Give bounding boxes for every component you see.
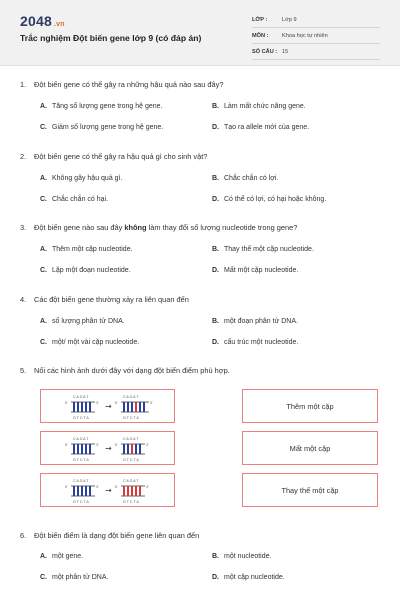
option-text: Giảm số lượng gene trong hệ gene. <box>52 124 164 131</box>
dna-end-label: 5' <box>115 401 118 405</box>
question-stem: Đột biến gene có thể gây ra những hậu quả nào sau đây? <box>34 80 224 89</box>
match-option-2[interactable]: Mất một cặp <box>242 431 378 465</box>
option-letter: B. <box>212 553 219 560</box>
option-d[interactable] <box>212 124 309 131</box>
question-5 <box>20 366 382 376</box>
option-letter: B. <box>212 318 219 325</box>
option-text: Có thể có lợi, có hại hoặc không. <box>224 196 327 203</box>
option-letter: B. <box>212 246 219 253</box>
option-text: Tăng số lượng gene trong hệ gene. <box>52 103 163 110</box>
option-c[interactable] <box>40 267 131 274</box>
option-c[interactable] <box>40 574 108 581</box>
dna-arrow: → <box>105 444 112 453</box>
meta-label: MÔN : <box>252 32 269 39</box>
question-stem: Nối các hình ảnh dưới đây với dạng đột biến điểm phù hợp. <box>34 366 230 375</box>
option-letter: D. <box>212 574 219 581</box>
meta-label: LỚP : <box>252 16 268 23</box>
option-d[interactable] <box>212 574 285 581</box>
question-stem: Các đột biến gene thường xảy ra liên quan đến <box>34 295 189 304</box>
option-text: Lặp một đoạn nucleotide. <box>52 267 131 274</box>
match-option-1[interactable]: Thêm một cặp <box>242 389 378 423</box>
dna-bottom-seq: G T C T A <box>73 500 89 504</box>
option-b[interactable] <box>212 103 306 110</box>
dna-top-seq: C A G A T <box>73 395 89 399</box>
dna-mutation-diagram <box>41 474 174 506</box>
logo-suffix: .vn <box>53 21 65 28</box>
option-d[interactable] <box>212 339 298 346</box>
option-text: Tạo ra allele mới của gene. <box>224 124 310 131</box>
question-1 <box>20 80 382 131</box>
option-letter: D. <box>212 196 219 203</box>
meta-label: SỐ CÂU : <box>252 48 278 55</box>
option-letter: D. <box>212 339 219 346</box>
question-number: 3. <box>20 223 27 232</box>
site-logo[interactable] <box>20 13 65 29</box>
dna-top-seq: C A G A T <box>73 437 89 441</box>
page-header <box>0 0 400 66</box>
dna-top-seq: C A G A T <box>123 437 139 441</box>
question-text <box>20 531 382 541</box>
meta-row-count <box>252 44 380 60</box>
question-number: 2. <box>20 152 27 161</box>
match-image-2[interactable] <box>40 431 175 465</box>
option-d[interactable] <box>212 267 298 274</box>
option-letter: A. <box>40 246 47 253</box>
dna-mutation-diagram <box>41 432 174 464</box>
option-b[interactable] <box>212 553 271 560</box>
question-2 <box>20 152 382 203</box>
option-c[interactable] <box>40 196 108 203</box>
question-text <box>20 80 382 90</box>
question-stem: Đột biến điểm là dạng đột biến gene liên quan đến <box>34 531 200 540</box>
option-b[interactable] <box>212 246 314 253</box>
dna-end-label: 5' <box>115 443 118 447</box>
match-image-1[interactable] <box>40 389 175 423</box>
option-a[interactable] <box>40 103 162 110</box>
option-letter: C. <box>40 267 47 274</box>
dna-bottom-seq: G T C T A <box>73 416 89 420</box>
meta-table <box>252 12 380 60</box>
option-a[interactable] <box>40 175 122 182</box>
question-3 <box>20 223 382 274</box>
option-b[interactable] <box>212 175 278 182</box>
question-number: 5. <box>20 366 27 375</box>
dna-top-seq: C A G A T <box>73 479 89 483</box>
option-text: cấu trúc một nucleotide. <box>224 339 299 346</box>
question-stem-start: Đột biến gene nào sau đây <box>34 223 125 232</box>
dna-top-seq: C A G A T <box>123 395 139 399</box>
logo-text: 2048 <box>20 13 52 29</box>
option-text: một/ một vài cặp nucleotide. <box>52 339 140 346</box>
option-letter: A. <box>40 553 47 560</box>
option-letter: C. <box>40 339 47 346</box>
option-d[interactable] <box>212 196 326 203</box>
meta-value: Lớp 9 <box>282 16 297 23</box>
dna-end-label: 3' <box>96 401 99 405</box>
option-c[interactable] <box>40 339 139 346</box>
option-a[interactable] <box>40 246 133 253</box>
question-text <box>20 295 382 305</box>
dna-end-label: 3' <box>150 401 153 405</box>
option-letter: C. <box>40 574 47 581</box>
option-text: Mất một cặp nucleotide. <box>224 267 299 274</box>
option-text: Thêm một cặp nucleotide. <box>52 246 133 253</box>
dna-bottom-seq: G T C T A <box>123 416 139 420</box>
option-text: Thay thế một cặp nucleotide. <box>224 246 314 253</box>
dna-end-label: 3' <box>96 485 99 489</box>
question-stem-end: làm thay đổi số lượng nucleotide trong gene? <box>146 223 298 232</box>
meta-value: 15 <box>282 48 289 55</box>
question-stem-emphasis: không <box>124 223 147 232</box>
dna-bottom-seq: G T C T A <box>123 458 139 462</box>
question-text <box>20 366 382 376</box>
dna-bottom-seq: G T C T A <box>123 500 139 504</box>
option-text: Chắc chắn có hại. <box>52 196 109 203</box>
dna-end-label: 3' <box>96 443 99 447</box>
question-number: 4. <box>20 295 27 304</box>
option-text: Làm mất chức năng gene. <box>224 103 306 110</box>
dna-end-label: 5' <box>65 485 68 489</box>
option-letter: C. <box>40 124 47 131</box>
option-letter: A. <box>40 318 47 325</box>
question-6 <box>20 531 382 581</box>
option-b[interactable] <box>212 318 298 325</box>
option-letter: A. <box>40 103 47 110</box>
option-text: một cặp nucleotide. <box>224 574 285 581</box>
dna-bottom-seq: G T C T A <box>73 458 89 462</box>
option-letter: A. <box>40 175 47 182</box>
dna-end-label: 3' <box>146 443 149 447</box>
option-letter: C. <box>40 196 47 203</box>
dna-end-label: 5' <box>115 485 118 489</box>
dna-end-label: 3' <box>146 485 149 489</box>
option-text: số lượng phân tử DNA. <box>52 318 125 325</box>
question-text <box>20 223 382 233</box>
meta-row-class <box>252 12 380 28</box>
option-letter: D. <box>212 267 219 274</box>
question-number: 1. <box>20 80 27 89</box>
question-text <box>20 152 382 162</box>
option-text: Không gây hậu quả gì. <box>52 175 123 182</box>
meta-row-subject <box>252 28 380 44</box>
match-image-3[interactable] <box>40 473 175 507</box>
dna-end-label: 5' <box>65 401 68 405</box>
dna-mutation-diagram <box>41 390 174 422</box>
option-text: một gene. <box>52 553 84 560</box>
option-a[interactable] <box>40 318 125 325</box>
question-4 <box>20 295 382 346</box>
question-number: 6. <box>20 531 27 540</box>
option-c[interactable] <box>40 124 163 131</box>
dna-end-label: 5' <box>65 443 68 447</box>
dna-top-seq: C A G A T <box>123 479 139 483</box>
match-option-3[interactable]: Thay thế một cặp <box>242 473 378 507</box>
option-text: một phân tử DNA. <box>52 574 109 581</box>
option-letter: B. <box>212 175 219 182</box>
option-letter: B. <box>212 103 219 110</box>
meta-value: Khoa học tự nhiên <box>282 32 328 39</box>
option-a[interactable] <box>40 553 83 560</box>
option-text: Chắc chắn có lợi. <box>224 175 279 182</box>
page-title: Trắc nghiệm Đột biến gene lớp 9 (có đáp án) <box>20 33 202 43</box>
option-text: một đoạn phân tử DNA. <box>224 318 298 325</box>
option-letter: D. <box>212 124 219 131</box>
dna-arrow: → <box>105 486 112 495</box>
option-text: một nucleotide. <box>224 553 272 560</box>
question-stem: Đột biến gene có thể gây ra hậu quả gì cho sinh vật? <box>34 152 208 161</box>
dna-arrow: → <box>105 402 112 411</box>
